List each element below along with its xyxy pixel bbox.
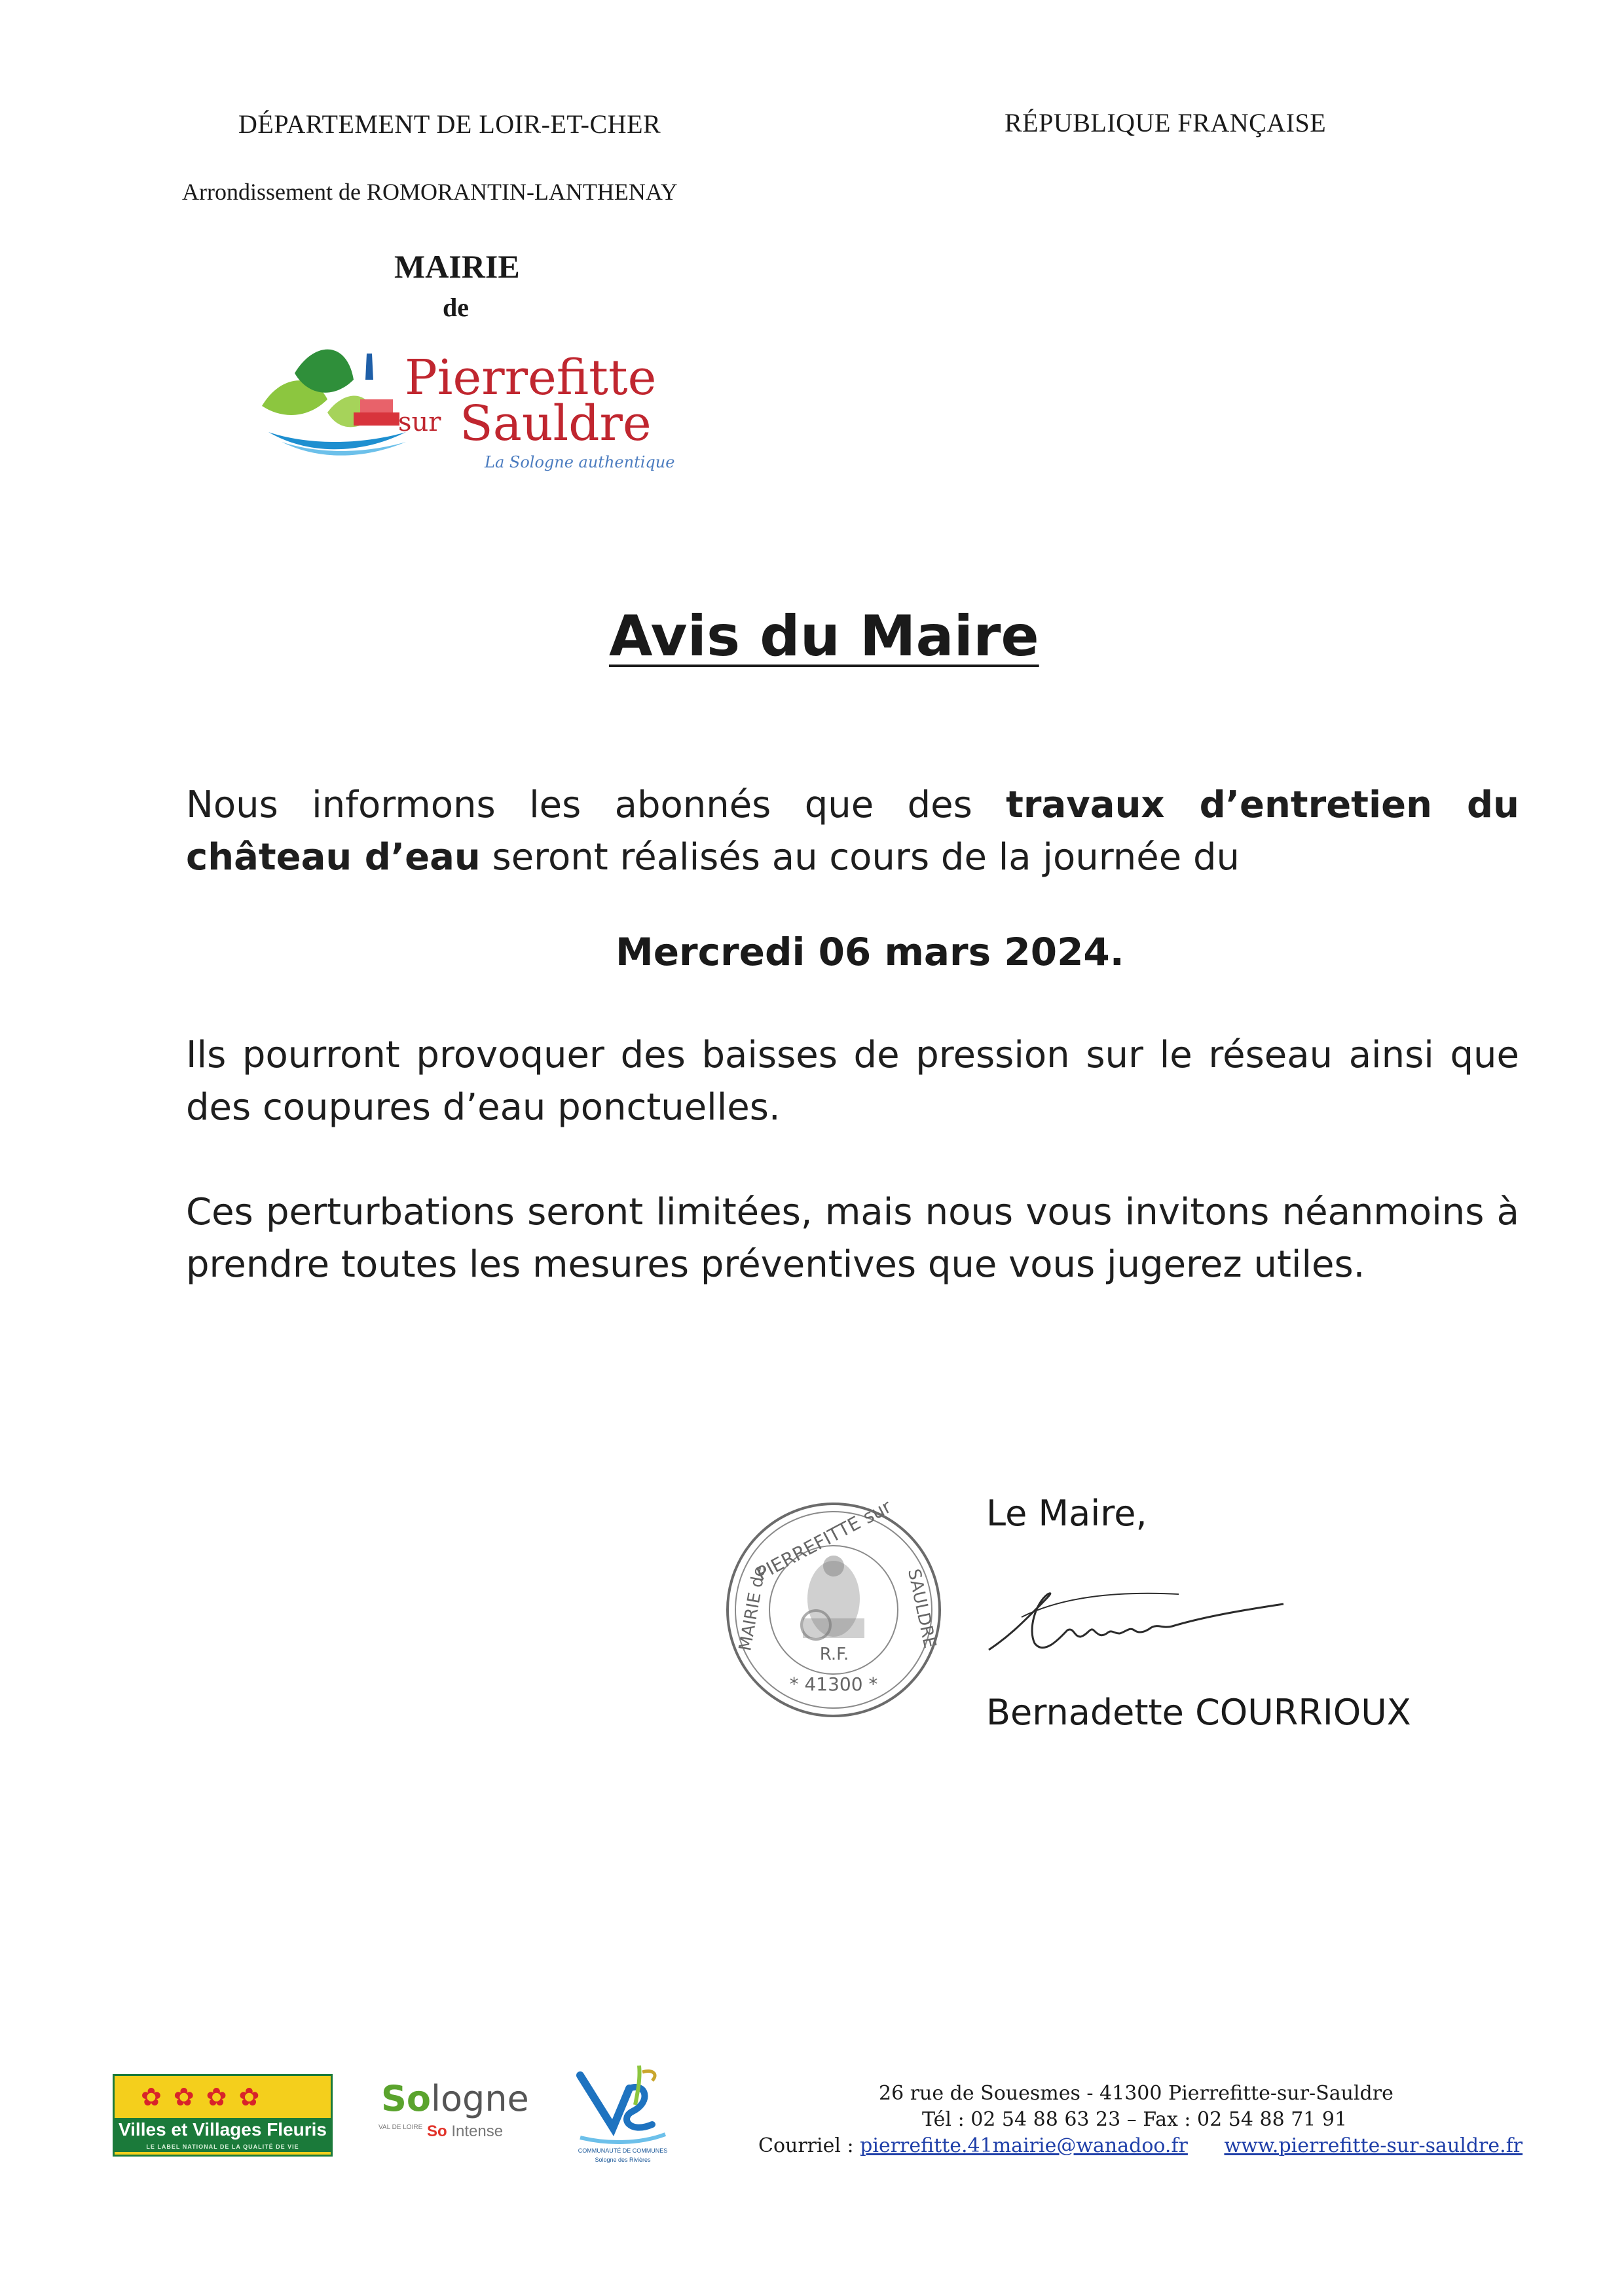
logo-town-line2: Sauldre: [460, 395, 652, 452]
notice-paragraph-2: Ils pourront provoquer des baisses de pression sur le réseau ainsi que des coupures d’eau ponctuelles.: [186, 1034, 1519, 1129]
communaute-communes-logo: [567, 2062, 678, 2174]
footer-contact-line: [758, 2134, 1522, 2157]
sologne-so: So: [381, 2078, 431, 2119]
logo-tagline: La Sologne authentique: [485, 453, 675, 471]
footer-phone: Tél : 02 54 88 63 23 – Fax : 02 54 88 71 91: [922, 2108, 1348, 2131]
footer-address: 26 rue de Souesmes - 41300 Pierrefitte-sur-Sauldre: [879, 2082, 1393, 2105]
notice-date: Mercredi 06 mars 2024.: [616, 930, 1124, 974]
mairie-de-heading: de: [443, 293, 469, 322]
p1-text-c: seront réalisés au cours de la journée du: [480, 836, 1240, 879]
p1-text-a: Nous informons les abonnés que des: [186, 784, 1006, 826]
sologne-logo: [375, 2078, 532, 2157]
cc-line2: Sologne des Rivières: [595, 2157, 651, 2163]
villes-villages-fleuris-logo: [113, 2074, 333, 2157]
vvf-sublabel: LE LABEL NATIONAL DE LA QUALITÉ DE VIE: [115, 2141, 331, 2152]
stamp-text-right: SAULDRE: [903, 1567, 940, 1650]
notice-paragraph-1: [186, 779, 1519, 884]
signature-role: Le Maire,: [986, 1493, 1147, 1534]
stamp-text-left: MAIRIE de: [735, 1564, 770, 1653]
sologne-small: VAL DE LOIRE: [378, 2124, 423, 2131]
signature-name: Bernadette COURRIOUX: [986, 1692, 1411, 1733]
handwritten-signature-icon: [982, 1571, 1297, 1663]
notice-paragraph-3: Ces perturbations seront limitées, mais nous vous invitons néanmoins à prendre toutes les mesures préventives que vous jugerez utiles.: [186, 1191, 1519, 1286]
republic-heading: RÉPUBLIQUE FRANÇAISE: [1005, 108, 1327, 137]
town-logo: [255, 334, 674, 484]
p1-text-bold: travaux d’entretien du château d’eau: [186, 784, 1519, 879]
mairie-stamp: [724, 1495, 943, 1719]
sologne-rest: logne: [431, 2078, 529, 2119]
stamp-rf: R.F.: [819, 1645, 849, 1664]
stamp-text-top: PIERREFITTE sur: [752, 1495, 895, 1585]
flowers-icon: ✿✿✿✿: [141, 2084, 272, 2111]
vvf-label: Villes et Villages Fleuris: [115, 2118, 331, 2141]
arrondissement-line: Arrondissement de ROMORANTIN-LANTHENAY: [182, 179, 678, 205]
email-link[interactable]: pierrefitte.41mairie@wanadoo.fr: [860, 2134, 1188, 2157]
notice-title: Avis du Maire: [609, 604, 1039, 669]
department-heading: DÉPARTEMENT DE LOIR-ET-CHER: [238, 109, 661, 139]
stamp-code: * 41300 *: [789, 1673, 878, 1695]
leaves-icon: [255, 334, 413, 465]
communaute-emblem-icon: [567, 2062, 678, 2147]
sologne-intense: Intense: [447, 2123, 504, 2140]
website-link[interactable]: www.pierrefitte-sur-sauldre.fr: [1224, 2134, 1523, 2157]
sologne-intense-so: So: [427, 2123, 447, 2140]
courriel-label: Courriel :: [758, 2134, 860, 2157]
cc-line1: COMMUNAUTÉ DE COMMUNES: [578, 2147, 668, 2154]
logo-town-line1: Pierrefitte: [405, 350, 657, 406]
logo-sur: sur: [398, 407, 441, 437]
mairie-heading: MAIRIE: [394, 248, 520, 285]
